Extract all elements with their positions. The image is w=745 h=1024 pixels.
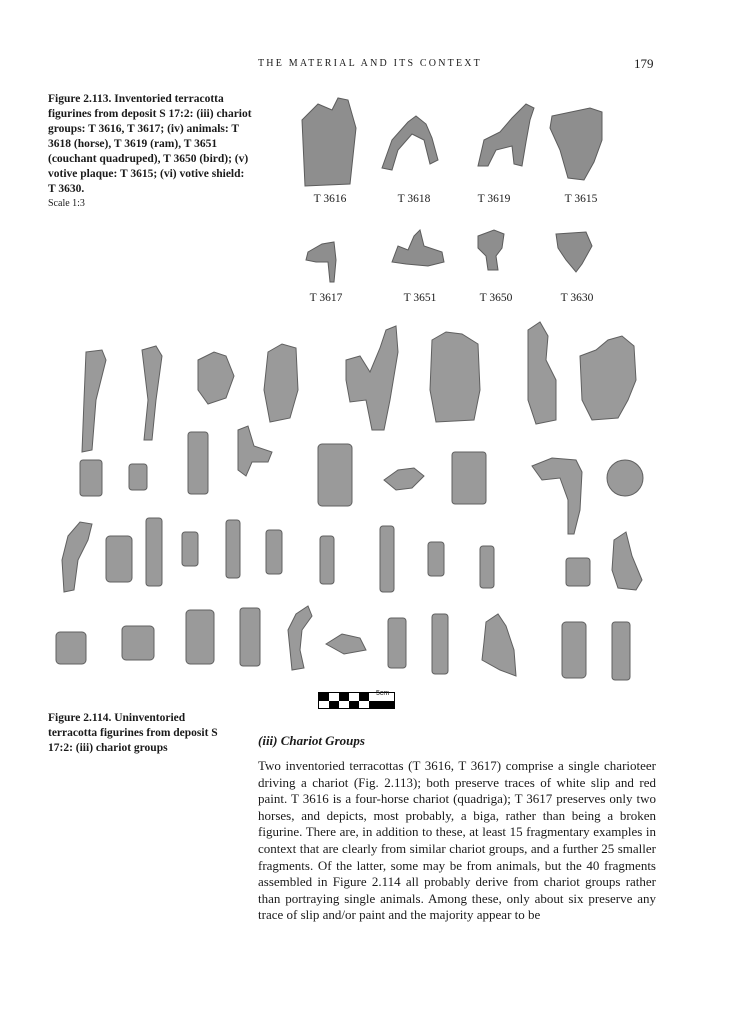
- figure-label-t3619: T 3619: [477, 193, 511, 205]
- fragment: [188, 432, 208, 494]
- fragment: [182, 532, 198, 566]
- fragment: [264, 344, 298, 422]
- fragment: [318, 444, 352, 506]
- object-t3615: [550, 108, 602, 180]
- fragment: [452, 452, 486, 504]
- fragment: [532, 458, 582, 534]
- fragment: [186, 610, 214, 664]
- figure-caption-2-114: Figure 2.114. Uninventoried terracotta figurines from deposit S 17:2: (iii) chariot groups: [48, 712, 218, 754]
- fragment: [198, 352, 234, 404]
- figure-caption-2-113: [48, 92, 253, 210]
- figure-label-t3630: T 3630: [560, 292, 594, 304]
- fragment: [607, 460, 643, 496]
- fragment: [62, 522, 92, 592]
- fragment: [320, 536, 334, 584]
- scale-note: Scale 1:3: [48, 198, 85, 209]
- fragment: [238, 426, 272, 476]
- fragment: [430, 332, 480, 422]
- figure-label-t3615: T 3615: [564, 193, 598, 205]
- fragment: [122, 626, 154, 660]
- fragment: [566, 558, 590, 586]
- figure-2-113-photos: [302, 98, 602, 282]
- fragment: [80, 460, 102, 496]
- fragment: [528, 322, 556, 424]
- fragment: [580, 336, 636, 420]
- fragment: [480, 546, 494, 588]
- fragment: [612, 532, 642, 590]
- fragment: [562, 622, 586, 678]
- fragment: [146, 518, 162, 586]
- fragment: [428, 542, 444, 576]
- fragment: [106, 536, 132, 582]
- object-t3618: [382, 116, 438, 170]
- body-paragraph: Two inventoried terracottas (T 3616, T 3617) comprise a single charioteer driving a chariot (Fig. 2.113); both preserve traces of white slip and red paint. T 3616 is a four-horse chariot (quadriga); T 3617 preserves only two horses, and depicts, most probably, a biga, rather than being a broken figurine. There are, in addition to these, at least 15 fragmentary examples in context that are clearly from similar chariot groups, and a further 25 smaller fragments. Of the latter, some may be from animals, but the 40 fragments assembled in Figure 2.114 all probably derive from chariot groups rather than portraying single animals. Among these, only about six preserve any trace of slip and/or paint and the majority appear to be: [258, 758, 656, 923]
- fragment: [432, 614, 448, 674]
- object-t3650: [478, 230, 504, 270]
- figure-2-114-photos: [56, 322, 643, 680]
- scale-bar: [318, 692, 398, 715]
- running-head: THE MATERIAL AND ITS CONTEXT: [258, 58, 482, 69]
- fragment: [142, 346, 162, 440]
- fragment: [388, 618, 406, 668]
- fragment: [326, 634, 366, 654]
- fragment: [380, 526, 394, 592]
- fragment: [346, 326, 398, 430]
- fragment: [266, 530, 282, 574]
- caption-text: Figure 2.113. Inventoried terracotta figurines from deposit S 17:2: (iii) chariot groups: T 3616, T 3617; (iv) animals: T 3618 (horse), T 3619 (ram), T 3651 (couchant quadruped), T 3650 (bird); (v) votive plaque: T 3615; (vi) votive shield: T 3630.: [48, 93, 252, 195]
- fragment: [482, 614, 516, 676]
- figure-label-t3617: T 3617: [309, 292, 343, 304]
- figure-label-t3618: T 3618: [397, 193, 431, 205]
- fragment: [226, 520, 240, 578]
- page-number: 179: [634, 56, 654, 71]
- figure-label-t3616: T 3616: [313, 193, 347, 205]
- fragment: [82, 350, 106, 452]
- scale-bar-label: 5cm: [376, 690, 390, 697]
- figure-label-t3651: T 3651: [403, 292, 437, 304]
- fragment: [240, 608, 260, 666]
- fragment: [384, 468, 424, 490]
- fragment: [129, 464, 147, 490]
- figure-label-t3650: T 3650: [479, 292, 513, 304]
- object-t3617: [306, 242, 336, 282]
- object-t3619: [478, 104, 534, 166]
- object-t3616: [302, 98, 356, 186]
- fragment: [612, 622, 630, 680]
- fragment: [288, 606, 312, 670]
- fragment: [56, 632, 86, 664]
- object-t3651: [392, 230, 444, 266]
- object-t3630: [556, 232, 592, 272]
- section-heading: (iii) Chariot Groups: [258, 733, 365, 748]
